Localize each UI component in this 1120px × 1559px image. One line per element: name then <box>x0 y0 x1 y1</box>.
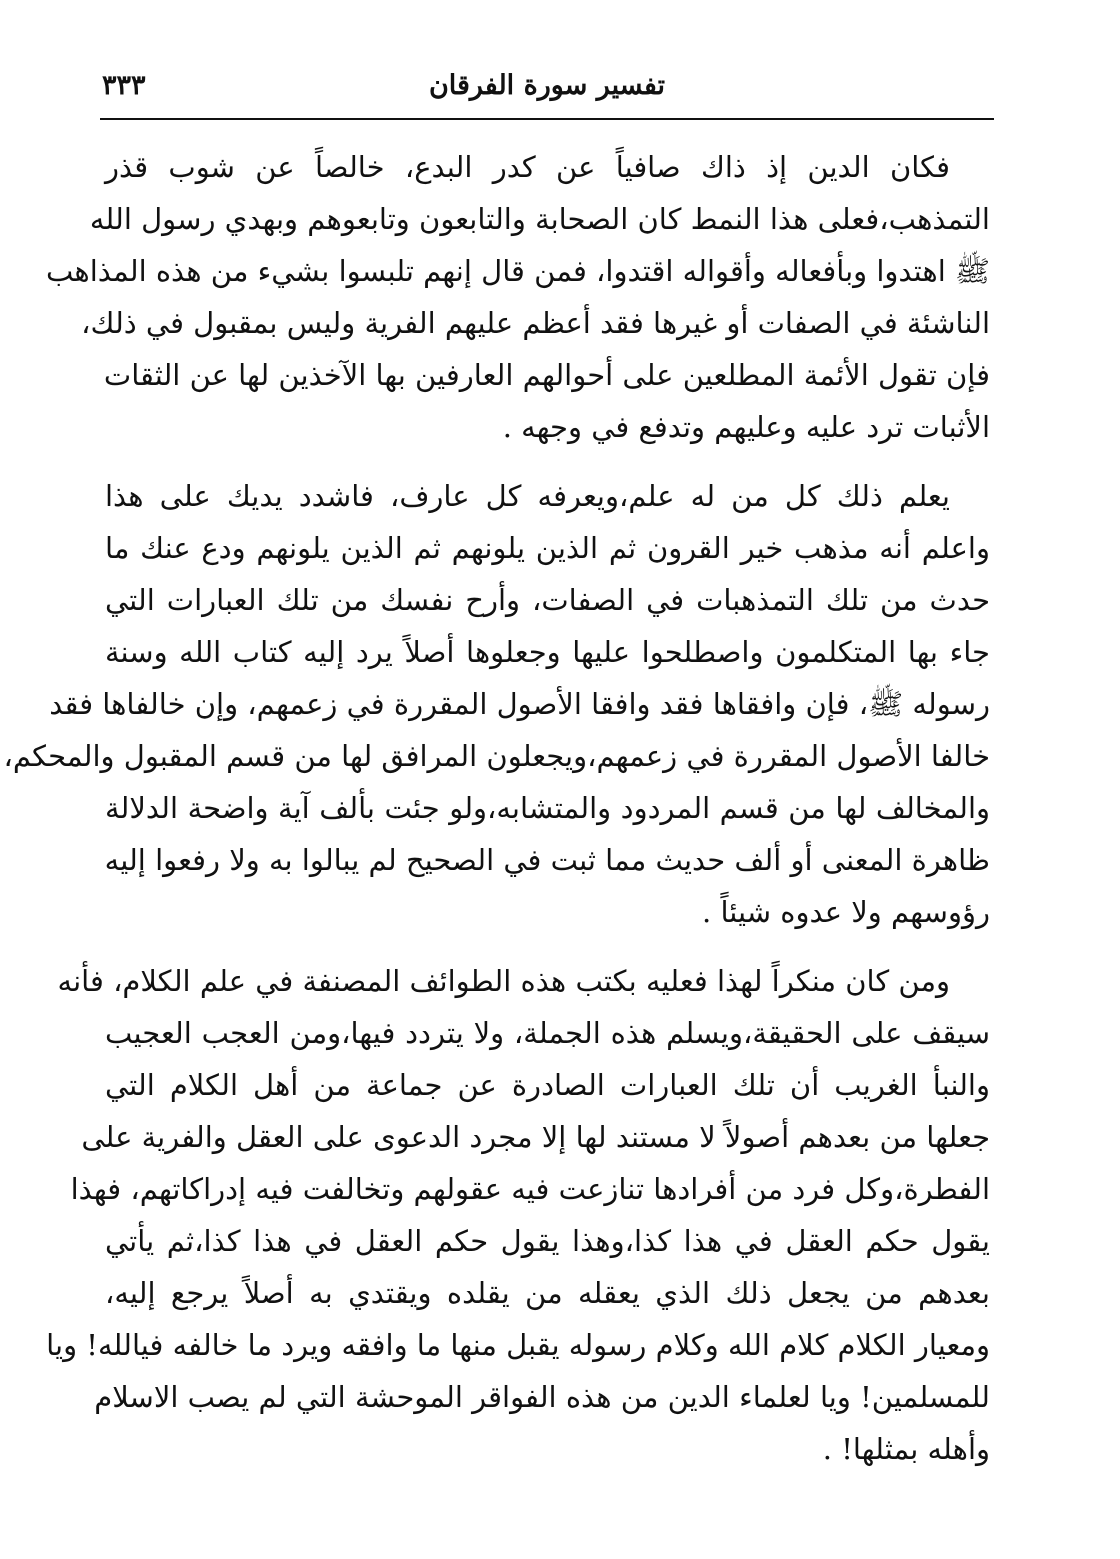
running-title: تفسير سورة الفرقان <box>428 70 666 101</box>
text-line: فكان الدين إذ ذاك صافياً عن كدر البدع، خالصاً عن شوب قذر <box>105 150 950 184</box>
text-line: والمخالف لها من قسم المردود والمتشابه،ولو جئت بألف آية واضحة الدلالة <box>105 791 990 825</box>
paragraph-2 <box>3 470 990 938</box>
text-line: ظاهرة المعنى أو ألف حديث مما ثبت في الصحيح لم يبالوا به ولا رفعوا إليه <box>104 843 990 877</box>
text-line: وأهله بمثلها! . <box>822 1432 990 1466</box>
text-line: يقول حكم العقل في هذا كذا،وهذا يقول حكم العقل في هذا كذا،ثم يأتي <box>105 1224 990 1258</box>
text-line: بعدهم من يجعل ذلك الذي يعقله من يقلده ويقتدي به أصلاً يرجع إليه، <box>105 1276 990 1310</box>
text-line: التمذهب،فعلى هذا النمط كان الصحابة والتابعون وتابعوهم وبهدي رسول الله <box>89 202 990 236</box>
text-line: للمسلمين! ويا لعلماء الدين من هذه الفواقر الموحشة التي لم يصب الاسلام <box>94 1380 990 1414</box>
text-line: خالفا الأصول المقررة في زعمهم،ويجعلون المرافق لها من قسم المقبول والمحكم، <box>3 739 990 773</box>
text-line: الأثبات ترد عليه وعليهم وتدفع في وجهه . <box>502 410 990 444</box>
text-line: رسوله ﷺ، فإن وافقاها فقد وافقا الأصول المقررة في زعمهم، وإن خالفاها فقد <box>49 687 990 721</box>
running-header <box>100 64 994 114</box>
paragraph-1 <box>45 141 990 453</box>
text-line: والنبأ الغريب أن تلك العبارات الصادرة عن جماعة من أهل الكلام التي <box>105 1068 990 1102</box>
paragraph-3 <box>46 955 990 1475</box>
text-line: واعلم أنه مذهب خير القرون ثم الذين يلونهم ثم الذين يلونهم ودع عنك ما <box>105 531 990 565</box>
text-line: يعلم ذلك كل من له علم،ويعرفه كل عارف، فاشدد يديك على هذا <box>105 479 950 513</box>
page-number: ٣٣٣ <box>102 70 146 101</box>
text-line: الناشئة في الصفات أو غيرها فقد أعظم عليهم الفرية وليس بمقبول في ذلك، <box>81 306 990 340</box>
text-line: حدث من تلك التمذهبات في الصفات، وأرح نفسك من تلك العبارات التي <box>105 583 990 617</box>
header-rule <box>100 118 994 120</box>
text-line: ﷺ اهتدوا وبأفعاله وأقواله اقتدوا، فمن قال إنهم تلبسوا بشيء من هذه المذاهب <box>45 254 990 288</box>
text-line: ومن كان منكراً لهذا فعليه بكتب هذه الطوائف المصنفة في علم الكلام، فأنه <box>57 964 950 998</box>
text-line: ومعيار الكلام كلام الله وكلام رسوله يقبل منها ما وافقه ويرد ما خالفه فيالله! ويا <box>46 1328 990 1362</box>
text-line: جاء بها المتكلمون واصطلحوا عليها وجعلوها أصلاً يرد إليه كتاب الله وسنة <box>105 635 990 669</box>
text-line: فإن تقول الأئمة المطلعين على أحوالهم العارفين بها الآخذين لها عن الثقات <box>103 358 990 392</box>
text-line: الفطرة،وكل فرد من أفرادها تنازعت فيه عقولهم وتخالفت فيه إدراكاتهم، فهذا <box>70 1172 990 1206</box>
text-line: سيقف على الحقيقة،ويسلم هذه الجملة، ولا يتردد فيها،ومن العجب العجيب <box>105 1016 990 1050</box>
text-line: جعلها من بعدهم أصولاً لا مستند لها إلا مجرد الدعوى على العقل والفرية على <box>81 1120 990 1154</box>
text-line: رؤوسهم ولا عدوه شيئاً . <box>702 895 990 929</box>
body-text <box>3 141 990 1492</box>
